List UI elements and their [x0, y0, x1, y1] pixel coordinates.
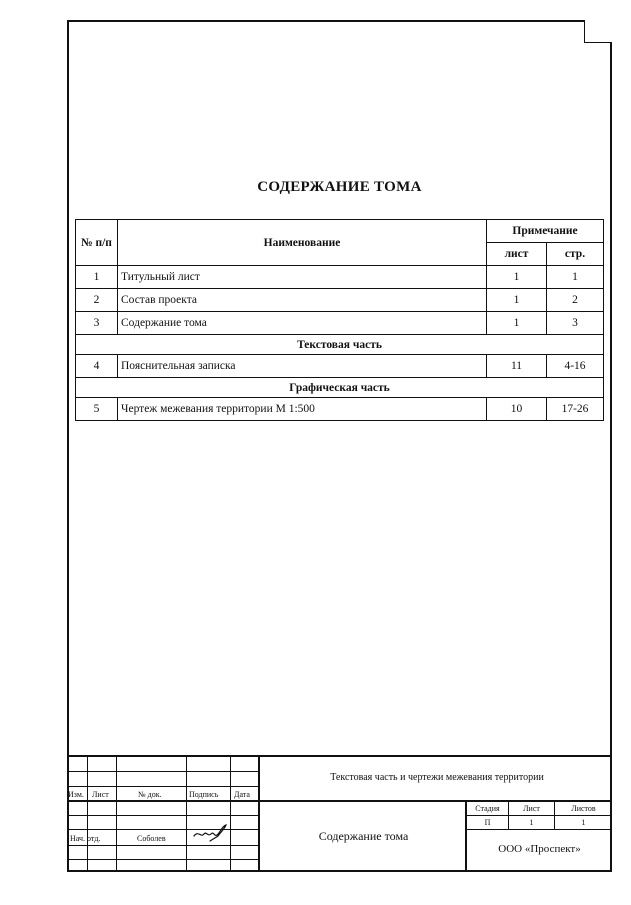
header-note: Примечание [487, 220, 604, 243]
row-num: 4 [76, 355, 118, 378]
table-row [76, 289, 604, 312]
stamp-hline [465, 829, 612, 830]
stamp-hline [465, 815, 612, 816]
row-sheet: 1 [487, 312, 547, 335]
row-name: Титульный лист [118, 266, 487, 289]
stamp-vline [258, 757, 260, 872]
drawing-frame [67, 20, 612, 872]
stamp-col-sign: Подпись [189, 790, 219, 799]
stamp-stage-label: Стадия [475, 804, 500, 813]
stamp-sheets-label: Листов [571, 804, 596, 813]
stamp-doc-title: Содержание тома [318, 829, 409, 843]
stamp-sheet-label: Лист [523, 804, 540, 813]
row-page: 4-16 [547, 355, 604, 378]
stamp-hline [67, 771, 258, 772]
row-num: 1 [76, 266, 118, 289]
table-row [76, 312, 604, 335]
stamp-sheets-value: 1 [581, 818, 586, 827]
stamp-col-date: Дата [234, 790, 250, 799]
stamp-hline [67, 815, 258, 816]
stamp-project-title: Текстовая часть и чертежи межевания территории [330, 772, 544, 783]
stamp-role: Нач. отд. [70, 834, 101, 843]
stamp-col-izm: Изм. [68, 790, 84, 799]
table-row [76, 398, 604, 421]
stamp-sheet-value: 1 [529, 818, 534, 827]
stamp-person: Соболев [137, 834, 166, 843]
row-sheet: 1 [487, 289, 547, 312]
handwritten-signature [192, 822, 228, 844]
page-title: СОДЕРЖАНИЕ ТОМА [257, 179, 422, 195]
stamp-hline [67, 800, 612, 802]
row-sheet: 1 [487, 266, 547, 289]
table-row [76, 266, 604, 289]
stamp-hline [67, 786, 258, 787]
row-name: Пояснительная записка [118, 355, 487, 378]
stamp-hline [67, 859, 258, 860]
stamp-company: ООО «Проспект» [498, 843, 581, 855]
section-text-heading: Текстовая часть [76, 335, 604, 355]
stamp-col-doc: № док. [138, 790, 162, 799]
contents-table [75, 219, 604, 421]
row-page: 3 [547, 312, 604, 335]
row-num: 3 [76, 312, 118, 335]
section-row [76, 335, 604, 355]
row-page: 1 [547, 266, 604, 289]
row-sheet: 11 [487, 355, 547, 378]
row-page: 2 [547, 289, 604, 312]
section-graphic-heading: Графическая часть [76, 378, 604, 398]
corner-box [584, 20, 612, 43]
row-name: Содержание тома [118, 312, 487, 335]
header-num: № п/п [76, 220, 118, 266]
stamp-hline [67, 845, 258, 846]
section-row [76, 378, 604, 398]
row-num: 2 [76, 289, 118, 312]
header-name: Наименование [118, 220, 487, 266]
row-name: Чертеж межевания территории М 1:500 [118, 398, 487, 421]
header-page: стр. [547, 243, 604, 266]
table-header-row [76, 220, 604, 243]
stamp-top-line [67, 755, 612, 757]
row-page: 17-26 [547, 398, 604, 421]
row-sheet: 10 [487, 398, 547, 421]
table-row [76, 355, 604, 378]
stamp-hline [67, 829, 258, 830]
stamp-col-list: Лист [92, 790, 109, 799]
row-name: Состав проекта [118, 289, 487, 312]
row-num: 5 [76, 398, 118, 421]
stamp-stage-value: П [484, 818, 491, 827]
header-sheet: лист [487, 243, 547, 266]
